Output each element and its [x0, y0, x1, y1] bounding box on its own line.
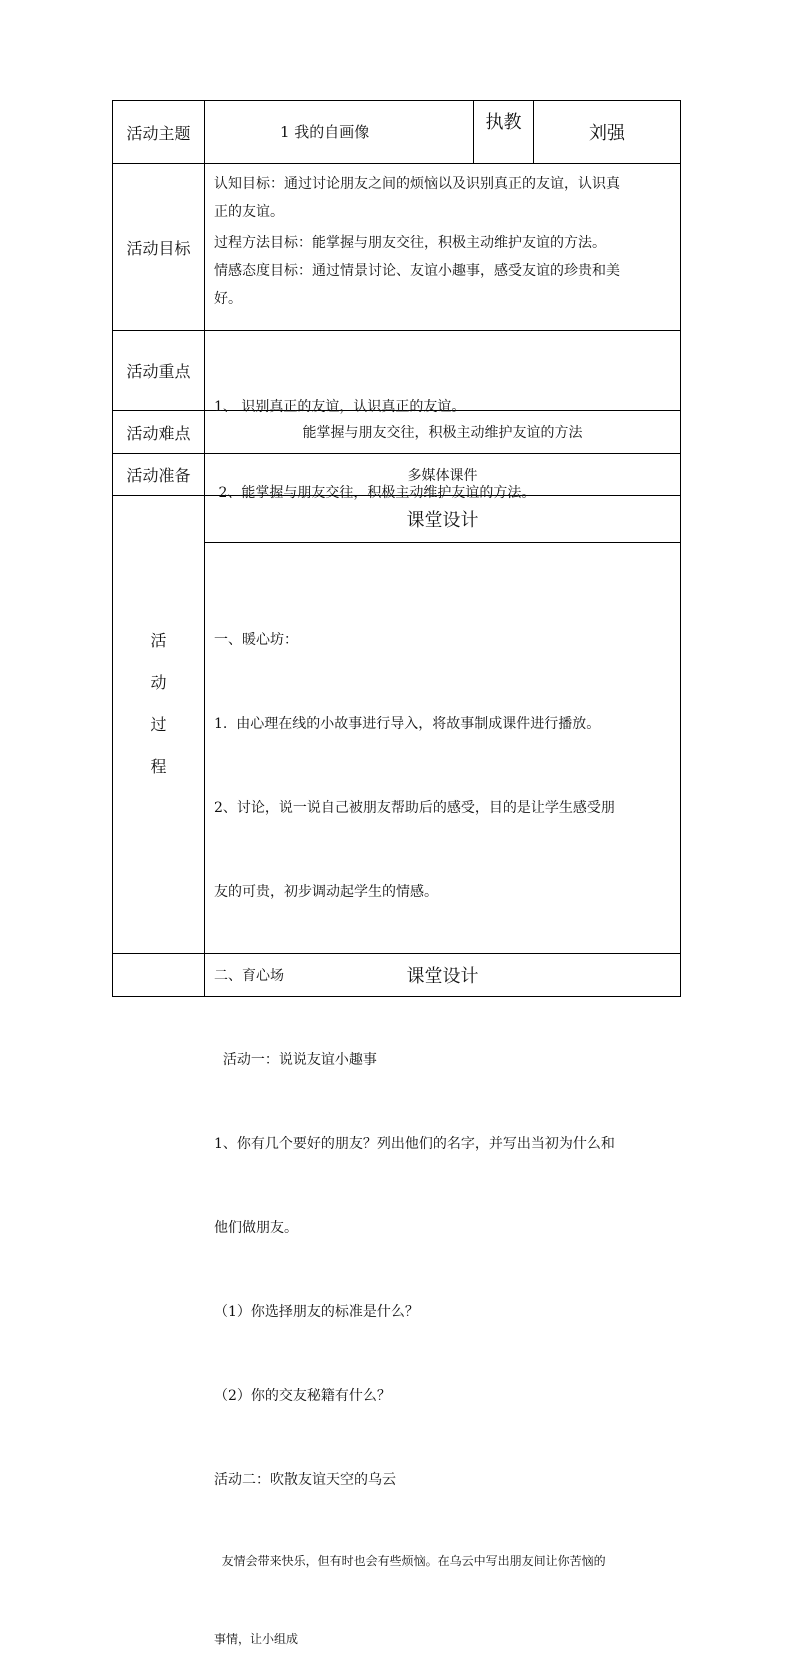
design-divider [204, 542, 681, 543]
focus-line: 2、能掌握与朋友交往，积极主动维护友谊的方法。 [214, 485, 536, 501]
theme-value: 1 我的自画像 [280, 123, 370, 141]
focus-label: 活动重点 [126, 362, 191, 381]
process-content [214, 570, 678, 1678]
process-label-char: 过 [150, 715, 167, 734]
process-line: 二、育心场 [214, 968, 284, 984]
process-line: 友的可贵，初步调动起学生的情感。 [214, 884, 438, 900]
difficulty-value: 能掌握与朋友交往，积极主动维护友谊的方法 [302, 425, 583, 441]
theme-label: 活动主题 [126, 123, 191, 143]
footer-design-title: 课堂设计 [406, 966, 479, 987]
goals-label: 活动目标 [126, 238, 191, 258]
focus-line: 1、 识别真正的友谊，认识真正的友谊。 [214, 399, 466, 415]
table-border [680, 100, 681, 997]
process-line: 1. 由心理在线的小故事进行导入，将故事制成课件进行播放。 [214, 716, 601, 732]
process-label-char: 动 [150, 673, 167, 692]
process-label [113, 620, 204, 788]
preparation-value: 多媒体课件 [407, 467, 478, 484]
process-line: （1）你选择朋友的标准是什么？ [214, 1304, 419, 1320]
process-line: 一、暖心坊： [214, 632, 298, 648]
process-small-line: 事情，让小组成 [214, 1632, 299, 1646]
process-line: 1、你有几个要好的朋友？列出他们的名字，并写出当初为什么和 [214, 1136, 615, 1152]
process-label-char: 程 [150, 757, 167, 776]
process-line: 他们做朋友。 [214, 1220, 298, 1236]
preparation-label: 活动准备 [126, 466, 191, 485]
goals-line: 情感态度目标：通过情景讨论、友谊小趣事，感受友谊的珍贵和美 [214, 263, 620, 279]
column-divider [204, 100, 205, 997]
teacher-label: 执教 [485, 112, 522, 133]
process-line: （2）你的交友秘籍有什么？ [214, 1388, 391, 1404]
goals-line: 认知目标：通过讨论朋友之间的烦恼以及识别真正的友谊，认识真 [214, 176, 620, 192]
process-small-line: 友情会带来快乐，但有时也会有些烦恼。在乌云中写出朋友间让你苦恼的 [214, 1554, 606, 1568]
teacher-value: 刘强 [589, 123, 625, 144]
goals-content [214, 170, 678, 313]
goals-line: 好。 [214, 291, 242, 307]
process-line: 活动一：说说友谊小趣事 [214, 1052, 377, 1068]
design-title: 课堂设计 [406, 510, 479, 531]
goals-line: 过程方法目标：能掌握与朋友交往，积极主动维护友谊的方法。 [214, 235, 606, 251]
process-line: 2、讨论，说一说自己被朋友帮助后的感受，目的是让学生感受朋 [214, 800, 615, 816]
goals-line: 正的友谊。 [214, 204, 284, 220]
process-label-char: 活 [150, 631, 167, 650]
process-line: 活动二：吹散友谊天空的乌云 [214, 1472, 396, 1488]
difficulty-label: 活动难点 [126, 423, 191, 443]
